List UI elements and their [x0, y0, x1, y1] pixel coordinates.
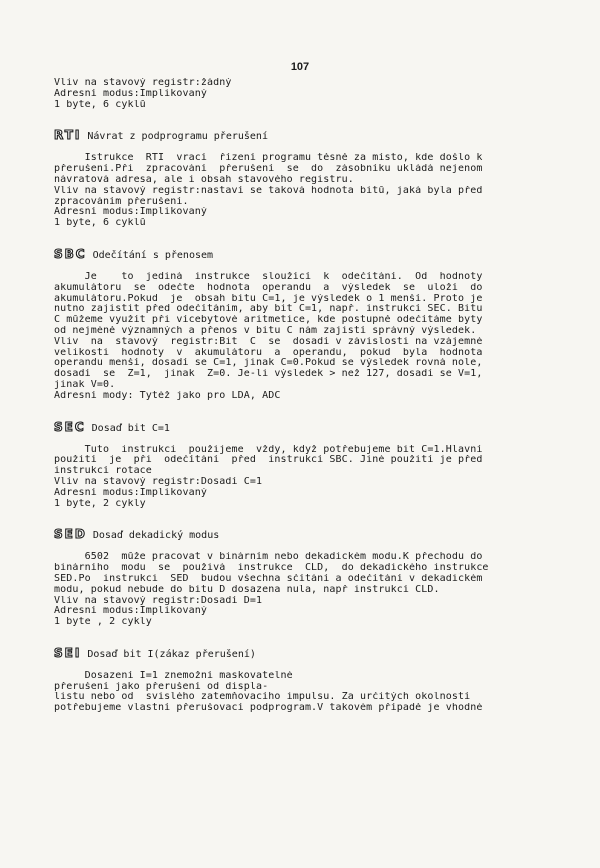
- text-line: Dosazení I=1 znemožní maskovatelné: [54, 670, 293, 681]
- section-heading: [54, 129, 568, 143]
- text-line: Vliv na stavový registr:nastaví se taková hodnota bitů, jaká byla před: [54, 185, 483, 196]
- text-line: od nejméně významných a přenos v bitu C nám zajistí správný výsledek.: [54, 325, 477, 336]
- section-sbc: [54, 248, 568, 402]
- text-line: 1 byte, 6 cyklů: [54, 99, 146, 110]
- mnemonic: SBC: [54, 246, 87, 261]
- text-line: SED.Po instrukci SED budou všechna sčítání a odečítání v dekadickém: [54, 573, 483, 584]
- intro-block: [54, 78, 568, 110]
- section-sec: [54, 421, 568, 510]
- text-line: Istrukce RTI vrací řízení programu těsně za místo, kde došlo k: [54, 153, 483, 164]
- text-line: Vliv na stavový registr:Bit C se dosadí v závislosti na vzájemné: [54, 336, 483, 347]
- text-line: Vliv na stavový registr:Dosadí C=1: [54, 476, 263, 487]
- text-line: jinak V=0.: [54, 379, 116, 390]
- section-heading: [54, 647, 568, 661]
- mnemonic: SED: [54, 527, 87, 542]
- mnemonic: SEC: [54, 419, 86, 434]
- text-line: instrukcí rotace: [54, 466, 152, 477]
- text-line: akumulátoru se odečte hodnota operandu a výsledek se uloží do: [54, 282, 483, 293]
- mnemonic: RTI: [54, 128, 82, 143]
- mnemonic: SEI: [54, 645, 82, 660]
- text-line: Adresní modus:Implikovaný: [54, 487, 208, 498]
- text-line: 1 byte, 2 cykly: [54, 498, 146, 509]
- text-line: 1 byte, 6 cyklů: [54, 218, 146, 229]
- text-line: Adresní modus:Implikovaný: [54, 88, 208, 99]
- section-title: Odečítání s přenosem: [92, 249, 214, 261]
- text-line: 1 byte , 2 cykly: [54, 617, 152, 628]
- text-line: C můžeme využít při vícebytové aritmetice, kde postupně odečítáme byty: [54, 315, 483, 326]
- text-line: návratová adresa, ale i obsah stavového registru.: [54, 174, 354, 185]
- text-line: modu, pokud nebude do bitu D dosazena nula, např instrukcí CLD.: [54, 584, 440, 595]
- text-line: Adresní mody: Tytéž jako pro LDA, ADC: [54, 390, 281, 401]
- section-title: Dosaď dekadický modus: [92, 530, 220, 542]
- text-line: zpracováním přerušení.: [54, 196, 189, 207]
- section-sei: [54, 647, 568, 714]
- section-title: Dosaď bit I(zákaz přerušení): [87, 648, 256, 660]
- text-line: přerušení.Při zpracování přerušení se do zásobníku ukládá nejenom: [54, 164, 483, 175]
- text-line: Adresní modus:Implikovaný: [54, 207, 208, 218]
- text-line: Vliv na stavový registr:žádný: [54, 78, 232, 88]
- text-line: velikosti hodnoty v akumulátoru a operandu, pokud byla hodnota: [54, 347, 483, 358]
- section-heading: [54, 421, 568, 435]
- text-line: Tuto instrukci použijeme vždy, když potřebujeme bit C=1.Hlavní: [54, 444, 483, 455]
- text-line: listu nebo od svislého zatemňovacího impulsu. Za určitých okolností: [54, 692, 471, 703]
- section-title: Návrat z podprogramu přerušení: [87, 131, 268, 143]
- text-line: dosadí se Z=1, jinak Z=0. Je-li výsledek > než 127, dosadí se V=1,: [54, 369, 483, 380]
- text-line: 6502 může pracovat v binárním nebo dekadickém modu.K přechodu do: [54, 552, 483, 563]
- text-line: binárního modu se použivá instrukce CLD, do dekadického instrukce: [54, 563, 489, 574]
- text-line: nutno zajistit před odečítáním, aby bit C=1, např. instrukcí SEC. Bitu: [54, 304, 483, 315]
- text-line: Je to jediná instrukce sloužící k odečítání. Od hodnoty: [54, 271, 483, 282]
- page-content: [54, 78, 568, 714]
- text-line: akumulátoru.Pokud je obsah bitu C=1, je výsledek o 1 menší. Proto je: [54, 293, 483, 304]
- text-line: použití je při odečítání před instrukcí SBC. Jiné použití je před: [54, 455, 483, 466]
- section-rti: [54, 129, 568, 229]
- section-sed: [54, 528, 568, 628]
- text-line: Adresní modus:Implikovaný: [54, 606, 208, 617]
- section-heading: [54, 528, 568, 542]
- text-line: operandu menší, dosadí se C=1, jinak C=0.Pokud se výsledek rovná nole,: [54, 358, 483, 369]
- text-line: přerušení jako přerušení od displa-: [54, 681, 269, 692]
- text-line: Vliv na stavový registr:Dosadí D=1: [54, 595, 263, 606]
- section-title: Dosaď bit C=1: [91, 422, 170, 434]
- text-line: potřebujeme vlastní přerušovací podprogram.V takovém případě je vhodné: [54, 703, 483, 714]
- page-number: 107: [290, 61, 310, 73]
- section-heading: [54, 248, 568, 262]
